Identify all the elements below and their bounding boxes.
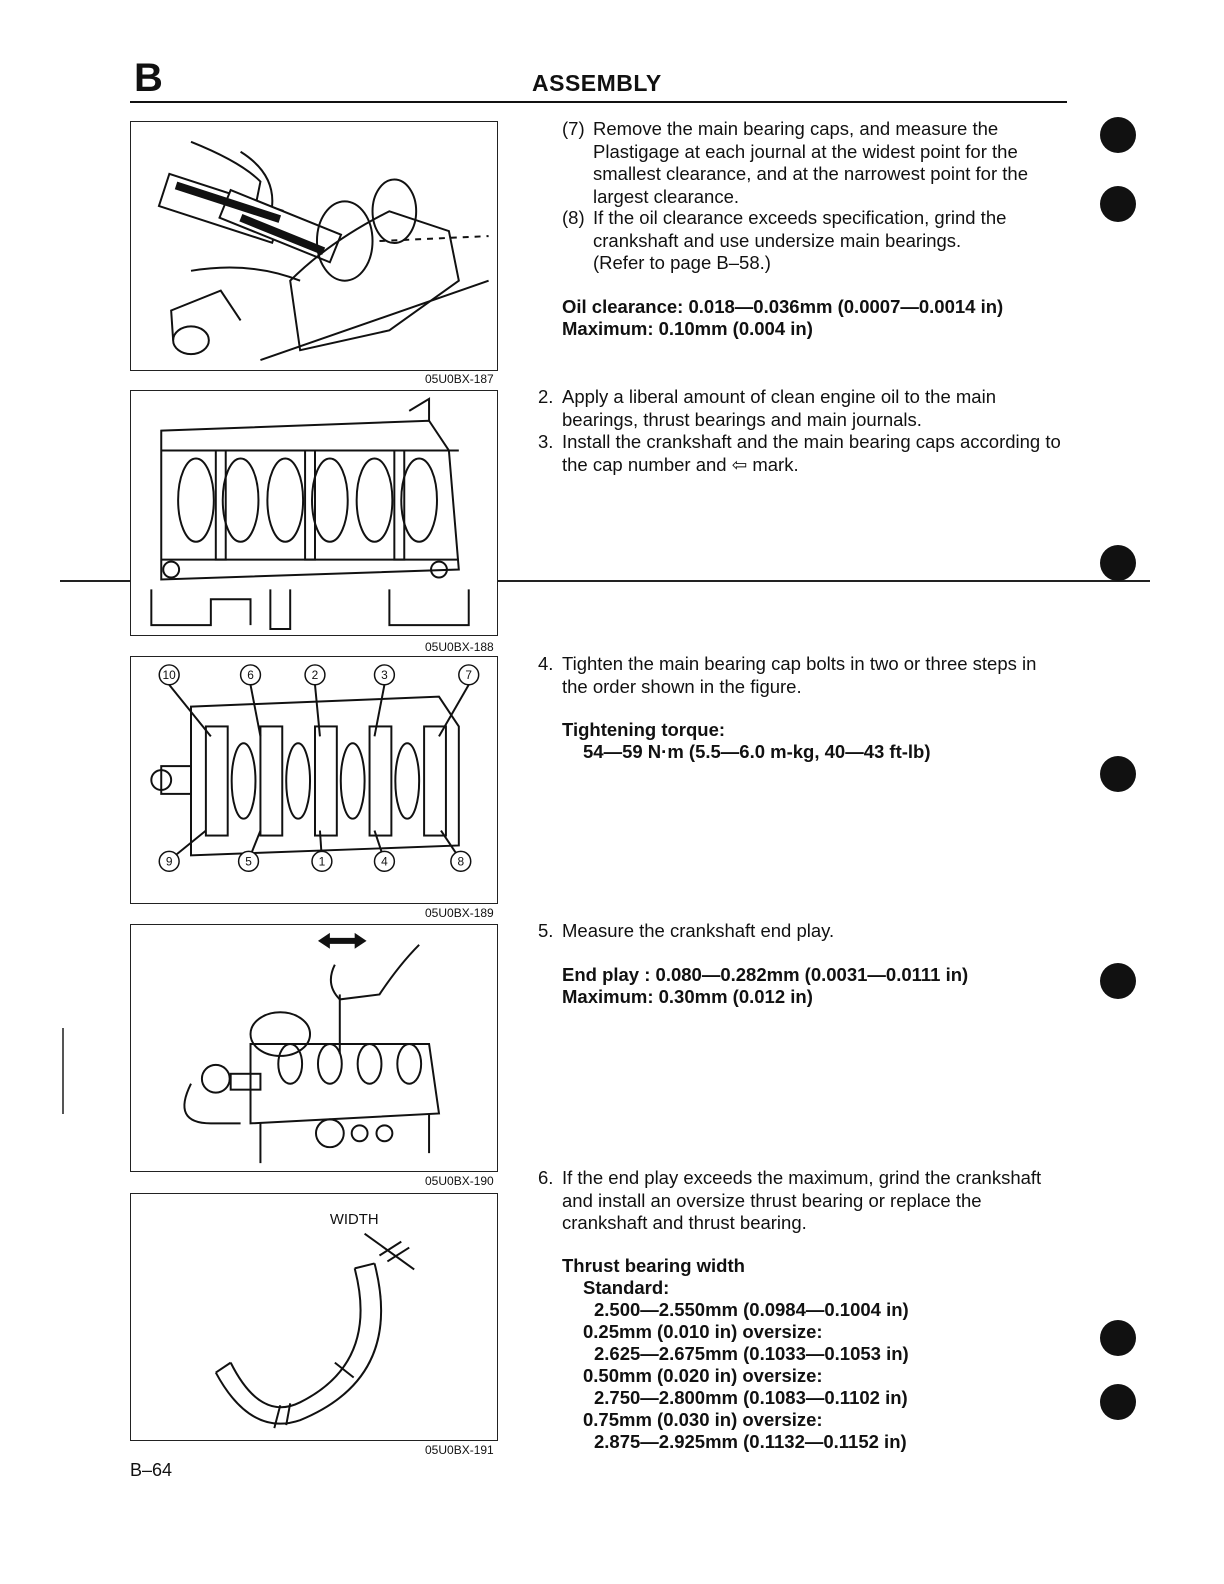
figure-end-play [130, 924, 498, 1172]
bolt-number: 3 [381, 667, 388, 682]
thrust-os1-value: 2.625—2.675mm (0.1033—0.1053 in) [594, 1343, 909, 1364]
step-8-reference: (Refer to page B–58.) [593, 252, 771, 273]
margin-mark [62, 1028, 64, 1114]
crankshaft-install-illustration [131, 391, 497, 635]
thrust-os1-label: 0.25mm (0.010 in) oversize: [583, 1321, 823, 1342]
oil-clearance-spec: Oil clearance: 0.018—0.036mm (0.0007—0.0014 in) [562, 296, 1004, 317]
end-play-max: Maximum: 0.30mm (0.012 in) [562, 986, 813, 1007]
step-number: (7) [562, 118, 585, 139]
step-5-text: Measure the crankshaft end play. [562, 920, 835, 941]
figure-label: 05U0BX-190 [425, 1174, 494, 1188]
torque-value: 54—59 N·m (5.5—6.0 m-kg, 40—43 ft-lb) [583, 741, 931, 762]
binder-dot [1100, 963, 1136, 999]
binder-dot [1100, 1320, 1136, 1356]
figure-label: 05U0BX-189 [425, 906, 494, 920]
step-number: (8) [562, 207, 585, 228]
bolt-number: 5 [245, 854, 252, 869]
step-number: 4. [538, 653, 554, 674]
binder-dot [1100, 545, 1136, 581]
step-2-text: Apply a liberal amount of clean engine oil to the main bearings, thrust bearings and main journals. [562, 386, 996, 430]
bolt-number: 8 [457, 854, 465, 869]
step-number: 3. [538, 431, 554, 452]
tightening-order-illustration [131, 657, 497, 903]
thrust-standard-value: 2.500—2.550mm (0.0984—0.1004 in) [594, 1299, 909, 1320]
page-title: ASSEMBLY [532, 70, 662, 96]
bolt-number: 6 [247, 667, 254, 682]
bolt-number: 1 [318, 854, 326, 869]
thrust-os2-label: 0.50mm (0.020 in) oversize: [583, 1365, 823, 1386]
step-number: 5. [538, 920, 554, 941]
figure-thrust-bearing [130, 1193, 498, 1441]
thrust-os2-value: 2.750—2.800mm (0.1083—0.1102 in) [594, 1387, 908, 1408]
step-6-text: If the end play exceeds the maximum, grind the crankshaft and install an oversize thrust bearing or replace the crankshaft and thrust bearing. [562, 1167, 1042, 1233]
figure-plastigage-measure [130, 121, 498, 371]
binder-dot [1100, 1384, 1136, 1420]
thrust-os3-label: 0.75mm (0.030 in) oversize: [583, 1409, 823, 1430]
figure-label: 05U0BX-188 [425, 640, 494, 654]
figure-tightening-order [130, 656, 498, 904]
torque-title: Tightening torque: [562, 719, 726, 740]
thrust-os3-value: 2.875—2.925mm (0.1132—0.1152 in) [594, 1431, 907, 1452]
header-rule [130, 101, 1067, 103]
bolt-number: 10 [162, 667, 176, 682]
step-8-text: If the oil clearance exceeds specification, grind the crankshaft and use undersize main bearings. [593, 207, 1007, 251]
figure-crankshaft-install [130, 390, 498, 636]
oil-clearance-max: Maximum: 0.10mm (0.004 in) [562, 318, 813, 339]
page-number: B–64 [130, 1460, 173, 1480]
bolt-number: 9 [165, 854, 173, 869]
width-label: WIDTH [329, 1211, 379, 1228]
thrust-title: Thrust bearing width [562, 1255, 745, 1276]
bolt-number: 2 [311, 667, 319, 682]
step-7-text: Remove the main bearing caps, and measure the Plastigage at each journal at the widest point for the smallest clearance, and at the narrowest point for the largest clearance. [593, 118, 1028, 207]
end-play-illustration [131, 925, 497, 1171]
binder-dot [1100, 756, 1136, 792]
plastigage-illustration [131, 122, 497, 370]
step-3-text: Install the crankshaft and the main bearing caps according to the cap number and ⇦ mark. [562, 431, 1061, 475]
figure-label: 05U0BX-187 [425, 372, 494, 386]
step-number: 6. [538, 1167, 554, 1188]
thrust-standard-label: Standard: [583, 1277, 670, 1298]
binder-dot [1100, 117, 1136, 153]
binder-dot [1100, 186, 1136, 222]
figure-label: 05U0BX-191 [425, 1443, 494, 1457]
end-play-spec: End play : 0.080—0.282mm (0.0031—0.0111 in) [562, 964, 969, 985]
bolt-number: 7 [465, 667, 473, 682]
bolt-number: 4 [381, 854, 388, 869]
section-letter: B [134, 56, 163, 100]
step-number: 2. [538, 386, 554, 407]
step-4-text: Tighten the main bearing cap bolts in two or three steps in the order shown in the figure. [562, 653, 1037, 697]
thrust-bearing-illustration [131, 1194, 497, 1440]
